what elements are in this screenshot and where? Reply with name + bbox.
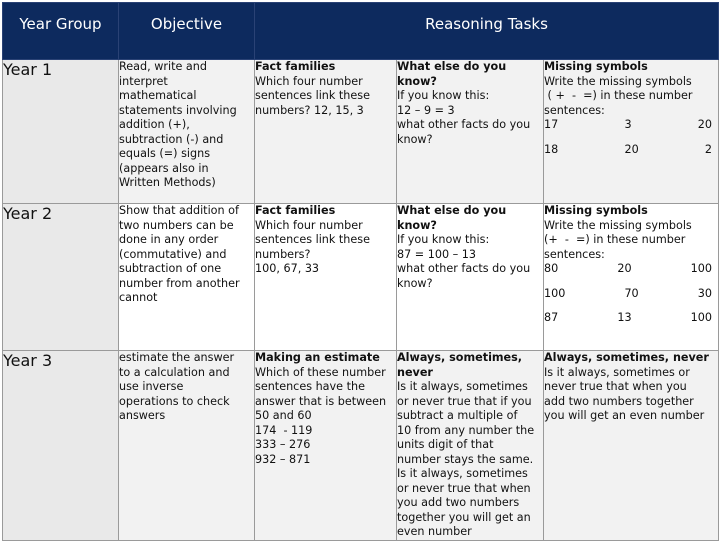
task-line: you add two numbers (397, 496, 520, 509)
objective-line: operations to check (119, 394, 230, 408)
task-line: units digit of that (397, 438, 494, 451)
task-title: never (397, 365, 433, 379)
number-value: 17 (544, 118, 559, 131)
task-line: ( + - =) in these number (544, 89, 693, 102)
task-line: Is it always, sometimes or (544, 365, 690, 379)
table-row-year-2 (3, 204, 719, 351)
task-line: subtract a multiple of (397, 409, 518, 422)
task-line: 333 – 276 (255, 438, 311, 451)
number-value: 18 (544, 142, 559, 156)
task-line: 12 – 9 = 3 (397, 103, 455, 117)
objective-line: to a calculation and (119, 365, 230, 379)
task-title: Fact families (255, 204, 336, 217)
task-line: or never true that when (397, 481, 531, 495)
task-line: number stays the same. (397, 452, 534, 466)
task-line: If you know this: (397, 89, 490, 102)
task-line: Write the missing symbols (544, 74, 692, 88)
table-row-year-3 (3, 351, 719, 541)
header-row (3, 3, 719, 60)
header-reasoning-tasks: Reasoning Tasks (255, 3, 719, 60)
objective-line: (appears also in (119, 161, 209, 175)
task-line: never true that when you (544, 380, 687, 393)
task-line: answer that is between (255, 394, 387, 408)
year-label: Year 3 (3, 351, 119, 541)
objective-cell (119, 351, 255, 541)
task-title: Always, sometimes, never (544, 351, 709, 364)
task-line: Which of these number (255, 365, 386, 379)
year-label: Year 2 (3, 204, 119, 351)
number-value: 100 (690, 311, 713, 324)
task-title: Fact families (255, 60, 336, 73)
task-line: sentences link these (255, 233, 370, 246)
task-title: Making an estimate (255, 351, 380, 364)
objective-line: answers (119, 409, 166, 422)
task-line: Is it always, sometimes (397, 467, 528, 480)
task-line: 10 from any number the (397, 423, 535, 437)
task-line: numbers? 12, 15, 3 (255, 103, 364, 117)
task-line: 174 - 119 (255, 423, 313, 437)
task-line: add two numbers together (544, 394, 694, 408)
task-making-estimate (255, 351, 397, 541)
objective-line: subtraction of one (119, 262, 222, 275)
task-line: 50 and 60 (255, 409, 312, 422)
objective-cell (119, 204, 255, 351)
task-title: know? (397, 74, 437, 88)
task-title: Missing symbols (544, 60, 648, 73)
task-always-sometimes-never-2 (544, 351, 719, 541)
objective-line: subtraction (-) and (119, 132, 224, 146)
task-line: together you will get an (397, 510, 531, 524)
objective-line: estimate the answer (119, 351, 235, 364)
number-value: 80 (544, 262, 559, 275)
task-title: Missing symbols (544, 204, 648, 217)
objective-line: Read, write and (119, 60, 207, 73)
objective-cell (119, 60, 255, 204)
number-row (544, 311, 718, 326)
objective-line: statements involving (119, 103, 237, 117)
task-title: Always, sometimes, (397, 351, 523, 364)
task-line: even number (397, 525, 472, 538)
number-value: 30 (697, 286, 713, 300)
number-row (544, 143, 718, 158)
task-line: Is it always, sometimes (397, 380, 528, 393)
task-line: Which four number (255, 74, 363, 88)
task-line: you will get an even number (544, 409, 705, 422)
number-row (544, 287, 718, 302)
table-row-year-1 (3, 60, 719, 204)
year-label: Year 1 (3, 60, 119, 204)
task-missing-symbols (544, 204, 719, 351)
objective-line: interpret (119, 74, 168, 88)
task-fact-families (255, 204, 397, 351)
task-line: sentences: (544, 103, 605, 117)
task-fact-families (255, 60, 397, 204)
number-value: 13 (617, 311, 632, 324)
task-line: 932 – 871 (255, 452, 311, 466)
objective-line: use inverse (119, 380, 184, 393)
objective-line: Show that addition of (119, 204, 239, 217)
number-value: 70 (624, 286, 639, 300)
task-line: numbers? (255, 247, 311, 261)
task-line: If you know this: (397, 233, 490, 246)
task-what-else (397, 204, 544, 351)
task-line: what other facts do you (397, 262, 531, 275)
objective-line: two numbers can be (119, 218, 234, 232)
header-objective: Objective (119, 3, 255, 60)
task-missing-symbols (544, 60, 719, 204)
task-line: Write the missing symbols (544, 218, 692, 232)
number-value: 20 (617, 262, 632, 275)
task-line: or never true that if you (397, 394, 532, 408)
task-what-else (397, 60, 544, 204)
task-line: sentences link these (255, 89, 370, 102)
objective-line: Written Methods) (119, 176, 216, 189)
number-value: 100 (690, 262, 713, 275)
task-title: What else do you (397, 204, 507, 217)
objective-line: addition (+), (119, 118, 190, 131)
task-line: Which four number (255, 218, 363, 232)
task-line: know? (397, 276, 433, 290)
number-row (544, 262, 718, 277)
task-line: what other facts do you (397, 118, 531, 131)
header-year-group: Year Group (3, 3, 119, 60)
task-line: 87 = 100 – 13 (397, 247, 477, 261)
task-always-sometimes-never (397, 351, 544, 541)
number-value: 20 (697, 118, 713, 131)
number-row (544, 118, 718, 133)
task-title: know? (397, 218, 437, 232)
number-value: 2 (704, 142, 713, 156)
reasoning-table (2, 2, 719, 541)
objective-line: done in any order (119, 233, 219, 246)
number-value: 20 (624, 142, 639, 156)
objective-line: (commutative) and (119, 247, 227, 261)
task-line: 100, 67, 33 (255, 262, 320, 275)
objective-line: number from another (119, 276, 240, 290)
task-line: sentences have the (255, 380, 365, 393)
task-title: What else do you (397, 60, 507, 73)
objective-line: cannot (119, 291, 158, 304)
objective-line: mathematical (119, 89, 197, 102)
number-value: 100 (544, 286, 566, 300)
objective-line: equals (=) signs (119, 147, 211, 160)
number-value: 3 (624, 118, 632, 131)
task-line: know? (397, 132, 433, 146)
task-line: (+ - =) in these number (544, 233, 686, 246)
task-line: sentences: (544, 247, 605, 261)
number-value: 87 (544, 311, 559, 324)
